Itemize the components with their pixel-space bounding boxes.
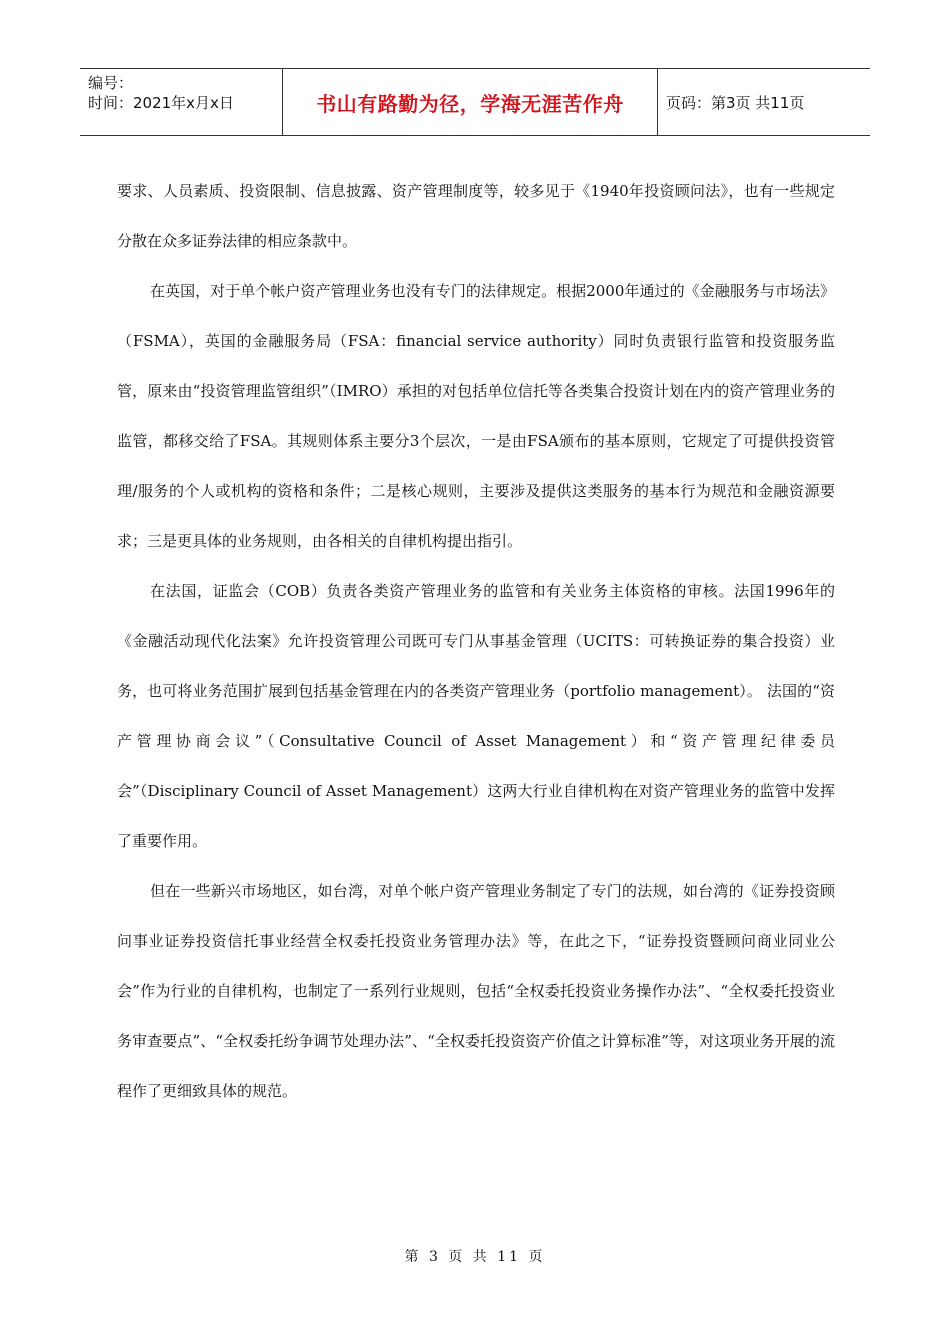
- header-page-info: 页码：第3页 共11页: [666, 93, 805, 112]
- document-body: [117, 166, 835, 1116]
- header-motto: 书山有路勤为径，学海无涯苦作舟: [283, 69, 658, 135]
- document-time: 时间：2021年x月x日: [88, 94, 234, 112]
- page-header: [80, 68, 870, 136]
- paragraph-uk: 在英国，对于单个帐户资产管理业务也没有专门的法律规定。根据2000年通过的《金融服务与市场法》（FSMA），英国的金融服务局（FSA：financial service authority）同时负责银行监管和投资服务监管，原来由“投资管理监管组织”（IMRO）承担的对包括单位信托等各类集合投资计划在内的资产管理业务的监管，都移交给了FSA。其规则体系主要分3个层次，一是由FSA颁布的基本原则，它规定了可提供投资管理/服务的个人或机构的资格和条件；二是核心规则，主要涉及提供这类服务的基本行为规范和金融资源要求；三是更具体的业务规则，由各相关的自律机构提出指引。: [117, 282, 835, 550]
- page-footer: 第 3 页 共 11 页: [404, 1249, 546, 1265]
- document-number: 编号：: [88, 74, 134, 92]
- paragraph-continuation: 要求、人员素质、投资限制、信息披露、资产管理制度等，较多见于《1940年投资顾问法》，也有一些规定分散在众多证券法律的相应条款中。: [117, 182, 835, 250]
- paragraph-taiwan: 但在一些新兴市场地区，如台湾，对单个帐户资产管理业务制定了专门的法规，如台湾的《证券投资顾问事业证券投资信托事业经营全权委托投资业务管理办法》等，在此之下，“证券投资暨顾问商业同业公会”作为行业的自律机构，也制定了一系列行业规则，包括“全权委托投资业务操作办法”、“全权委托投资业务审查要点”、“全权委托纷争调节处理办法”、“全权委托投资资产价值之计算标准”等，对这项业务开展的流程作了更细致具体的规范。: [117, 882, 835, 1100]
- paragraph-france: 在法国，证监会（COB）负责各类资产管理业务的监管和有关业务主体资格的审核。法国1996年的《金融活动现代化法案》允许投资管理公司既可专门从事基金管理（UCITS：可转换证券的集合投资）业务，也可将业务范围扩展到包括基金管理在内的各类资产管理业务（portfolio management）。 法国的“资产管理协商会议”（Consultative Council of Asset Management）和“资产管理纪律委员会”（Disciplinary Council of Asset Management）这两大行业自律机构在对资产管理业务的监管中发挥了重要作用。: [117, 582, 835, 850]
- header-meta: [80, 69, 283, 135]
